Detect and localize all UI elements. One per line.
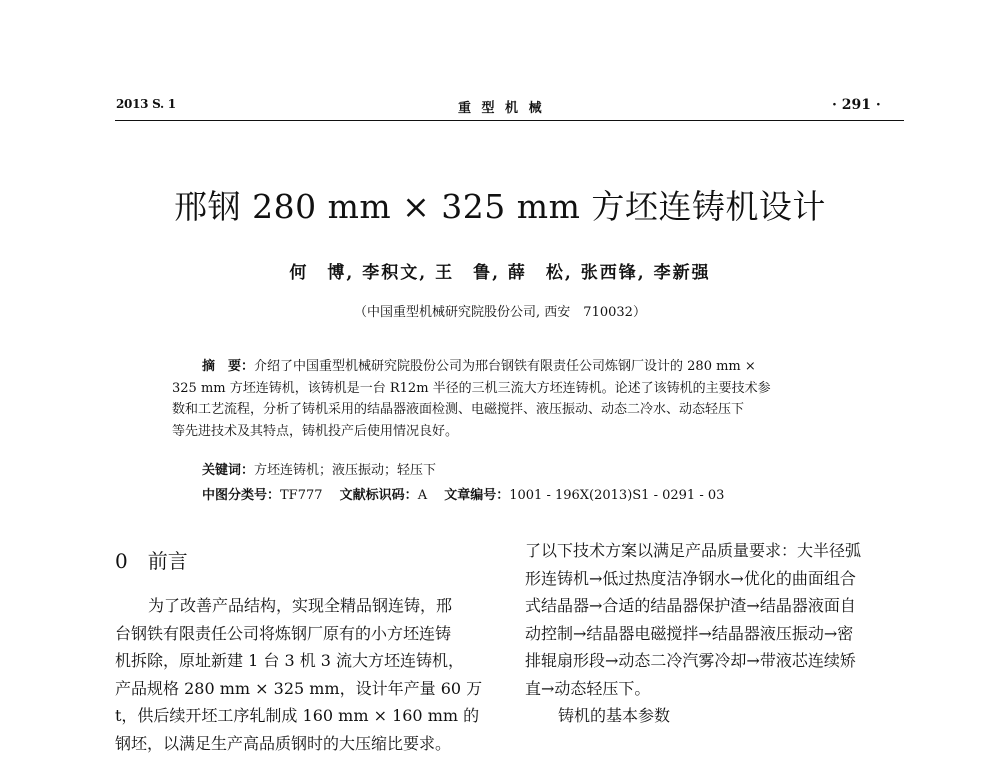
running-header-page-number: · 291 · — [832, 97, 881, 113]
section-heading — [115, 545, 188, 574]
body-line: 了以下技术方案以满足产品质量要求：大半径弧 — [525, 537, 905, 565]
abstract-line: 325 mm 方坯连铸机，该铸机是一台 R12m 半径的三机三流大方坯连铸机。论述了该铸机的主要技术参 — [172, 378, 847, 400]
header-rule — [115, 120, 904, 121]
body-line: 产品规格 280 mm × 325 mm，设计年产量 60 万 — [115, 675, 487, 703]
paper-title: 邢钢 280 mm × 325 mm 方坯连铸机设计 — [0, 181, 1000, 228]
body-line: 直→动态轻压下。 — [525, 675, 905, 703]
abstract-text: 介绍了中国重型机械研究院股份公司为邢台钢铁有限责任公司炼钢厂设计的 280 mm × — [254, 359, 756, 374]
doc-code-label: 文献标识码： — [340, 488, 418, 503]
subsection-heading: 铸机的基本参数 — [525, 702, 905, 730]
running-header-issue: 2013 S. 1 — [116, 97, 176, 111]
body-line: 为了改善产品结构，实现全精品钢连铸，邢 — [115, 592, 487, 620]
body-line: 钢坯，以满足生产高品质钢时的大压缩比要求。 — [115, 730, 487, 757]
body-line: 式结晶器→合适的结晶器保护渣→结晶器液面自 — [525, 592, 905, 620]
body-line: 排辊扇形段→动态二冷汽雾冷却→带液芯连续矫 — [525, 647, 905, 675]
keywords — [202, 459, 436, 478]
article-no-label: 文章编号： — [444, 488, 509, 503]
abstract-label: 摘 要： — [202, 359, 254, 374]
abstract-line: 数和工艺流程，分析了铸机采用的结晶器液面检测、电磁搅拌、液压振动、动态二冷水、动态轻压下 — [172, 399, 847, 421]
clc-value: TF777 — [280, 488, 323, 503]
body-line: 形连铸机→低过热度洁净钢水→优化的曲面组合 — [525, 565, 905, 593]
section-number: 0 — [115, 549, 128, 573]
keywords-value: 方坯连铸机；液压振动；轻压下 — [254, 463, 436, 478]
keywords-label: 关键词： — [202, 463, 254, 478]
abstract-line — [172, 356, 847, 378]
article-no-value: 1001 - 196X(2013)S1 - 0291 - 03 — [509, 488, 724, 503]
clc-label: 中图分类号： — [202, 488, 280, 503]
section-title: 前言 — [148, 549, 188, 573]
body-line: 机拆除，原址新建 1 台 3 机 3 流大方坯连铸机， — [115, 647, 487, 675]
abstract-line: 等先进技术及其特点，铸机投产后使用情况良好。 — [172, 421, 847, 443]
doc-code-value: A — [418, 488, 427, 503]
abstract — [172, 356, 847, 442]
body-line: 动控制→结晶器电磁搅拌→结晶器液压振动→密 — [525, 620, 905, 648]
left-column — [115, 592, 487, 757]
author-list: 何 博, 李积文, 王 鲁, 薛 松, 张西锋, 李新强 — [0, 258, 1000, 283]
affiliation: （中国重型机械研究院股份公司, 西安 710032） — [0, 301, 1000, 320]
body-line: 台钢铁有限责任公司将炼钢厂原有的小方坯连铸 — [115, 620, 487, 648]
right-column — [525, 537, 905, 730]
running-header-journal: 重 型 机 械 — [458, 97, 545, 116]
classification-line — [202, 484, 724, 503]
body-line: t，供后续开坯工序轧制成 160 mm × 160 mm 的 — [115, 702, 487, 730]
